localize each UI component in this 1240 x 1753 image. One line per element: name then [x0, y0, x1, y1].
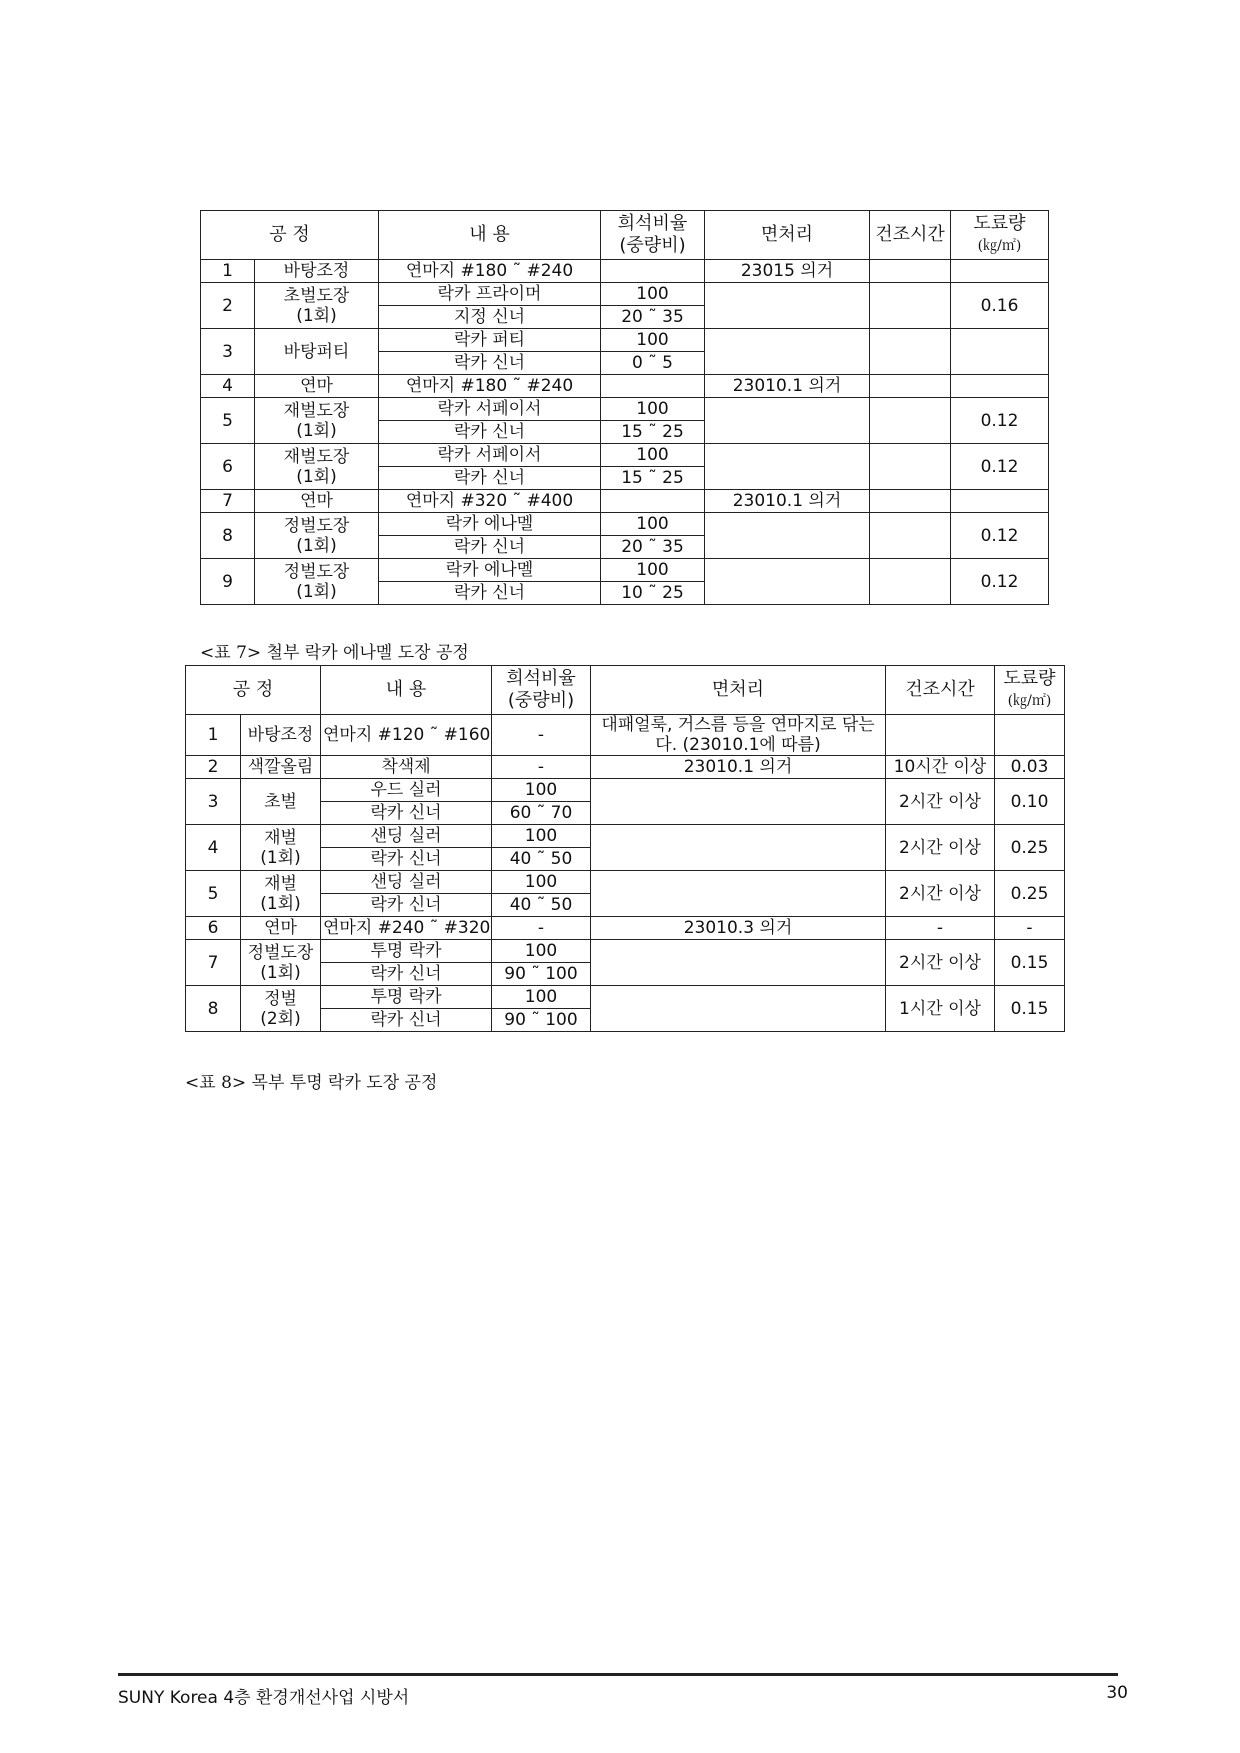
row-drying [870, 283, 951, 329]
row-process-line: 연마 [300, 491, 333, 511]
table-row [186, 825, 1065, 848]
row-number: 1 [201, 260, 255, 283]
row-content: 착색제 [321, 756, 492, 779]
row-process [241, 779, 321, 825]
row-content: 지정 신너 [379, 306, 601, 329]
row-ratio: 100 [492, 940, 591, 963]
row-process-line: (1회) [296, 305, 337, 326]
row-content: 투명 락카 [321, 986, 492, 1009]
header-content: 내 용 [379, 211, 601, 260]
row-content: 락카 신너 [379, 536, 601, 559]
row-drying [886, 715, 995, 756]
header-dilution-line: (중량비) [507, 690, 575, 711]
table-row [186, 715, 1065, 756]
row-surface: 대패얼룩, 거스름 등을 연마지로 닦는다. (23010.1에 따름) [591, 715, 886, 756]
row-process-line: 정벌도장 [283, 561, 350, 582]
header-amount-unit: (㎏/㎡) [1007, 693, 1052, 709]
header-dilution-line: 희석비율 [506, 668, 576, 689]
row-surface: 23010.3 의거 [591, 917, 886, 940]
row-ratio: 100 [492, 871, 591, 894]
row-surface [705, 283, 870, 329]
header-process: 공 정 [201, 211, 379, 260]
row-process [255, 559, 379, 605]
header-dilution [492, 666, 591, 715]
row-amount [995, 715, 1065, 756]
row-ratio: 100 [601, 444, 705, 467]
table-row [201, 260, 1049, 283]
header-amount [995, 666, 1065, 715]
row-ratio: - [492, 917, 591, 940]
table-row [201, 398, 1049, 421]
header-amount [951, 211, 1049, 260]
row-process-line: 바탕조정 [247, 725, 314, 745]
table-7-caption: <표 7> 철부 락카 에나멜 도장 공정 [200, 643, 469, 663]
row-process [241, 825, 321, 871]
table-row [186, 871, 1065, 894]
row-content: 락카 신너 [321, 848, 492, 871]
table-row [186, 986, 1065, 1009]
row-drying [870, 444, 951, 490]
row-content: 우드 실러 [321, 779, 492, 802]
row-ratio: 20 ˜ 35 [601, 306, 705, 329]
row-process [241, 917, 321, 940]
row-amount: - [995, 917, 1065, 940]
row-ratio: 100 [601, 283, 705, 306]
row-content: 락카 신너 [379, 421, 601, 444]
row-process-line: (1회) [296, 420, 337, 441]
row-content: 락카 신너 [321, 1009, 492, 1032]
row-drying [870, 490, 951, 513]
table-row [186, 917, 1065, 940]
row-process [241, 715, 321, 756]
row-process-line: (1회) [260, 893, 301, 914]
row-process [255, 398, 379, 444]
row-surface: 23010.1 의거 [591, 756, 886, 779]
row-surface [705, 559, 870, 605]
row-surface [591, 940, 886, 986]
row-surface [591, 825, 886, 871]
row-content: 락카 신너 [379, 582, 601, 605]
row-process [255, 283, 379, 329]
row-drying [870, 513, 951, 559]
row-number: 5 [201, 398, 255, 444]
row-surface: 23010.1 의거 [705, 375, 870, 398]
row-amount [951, 329, 1049, 375]
row-number: 6 [201, 444, 255, 490]
row-content: 락카 신너 [321, 894, 492, 917]
row-ratio: 40 ˜ 50 [492, 894, 591, 917]
row-process-line: (1회) [260, 847, 301, 868]
row-content: 락카 서페이서 [379, 444, 601, 467]
row-drying: 2시간 이상 [886, 871, 995, 917]
row-process-line: 정벌 [264, 988, 297, 1009]
row-surface: 23010.1 의거 [705, 490, 870, 513]
row-content: 락카 퍼티 [379, 329, 601, 352]
row-content: 샌딩 실러 [321, 871, 492, 894]
row-ratio: 60 ˜ 70 [492, 802, 591, 825]
header-process: 공 정 [186, 666, 321, 715]
page-number: 30 [1106, 1683, 1128, 1703]
row-number: 7 [186, 940, 241, 986]
row-process-line: 색깔올림 [247, 757, 314, 777]
row-number: 2 [186, 756, 241, 779]
row-amount: 0.12 [951, 559, 1049, 605]
row-amount: 0.15 [995, 986, 1065, 1032]
row-ratio: 100 [601, 398, 705, 421]
row-process [241, 986, 321, 1032]
row-ratio: 15 ˜ 25 [601, 421, 705, 444]
row-drying: 1시간 이상 [886, 986, 995, 1032]
table-8 [185, 665, 1065, 1032]
row-surface [705, 513, 870, 559]
table-row [201, 490, 1049, 513]
row-amount: 0.12 [951, 398, 1049, 444]
row-process [255, 513, 379, 559]
row-number: 3 [201, 329, 255, 375]
row-content: 락카 에나멜 [379, 559, 601, 582]
row-process [241, 940, 321, 986]
row-process [255, 375, 379, 398]
row-ratio: 100 [492, 825, 591, 848]
row-process-line: 연마 [300, 376, 333, 396]
row-content: 락카 에나멜 [379, 513, 601, 536]
row-amount [951, 260, 1049, 283]
row-process-line: 정벌도장 [283, 515, 350, 536]
row-process [255, 329, 379, 375]
header-drying: 건조시간 [870, 211, 951, 260]
table-8-body [186, 666, 1065, 1032]
table-row [201, 444, 1049, 467]
table-7 [200, 210, 1049, 605]
row-drying [870, 260, 951, 283]
table-8-caption: <표 8> 목부 투명 락카 도장 공정 [185, 1073, 438, 1093]
row-ratio: 90 ˜ 100 [492, 963, 591, 986]
row-number: 8 [186, 986, 241, 1032]
row-content: 락카 서페이서 [379, 398, 601, 421]
row-number: 4 [186, 825, 241, 871]
row-process-line: (2회) [260, 1008, 301, 1029]
row-number: 2 [201, 283, 255, 329]
row-number: 1 [186, 715, 241, 756]
row-ratio: 10 ˜ 25 [601, 582, 705, 605]
row-amount: 0.03 [995, 756, 1065, 779]
row-number: 4 [201, 375, 255, 398]
row-ratio: 15 ˜ 25 [601, 467, 705, 490]
row-ratio: 100 [492, 986, 591, 1009]
row-ratio: 20 ˜ 35 [601, 536, 705, 559]
footer-title: SUNY Korea 4층 환경개선사업 시방서 [118, 1688, 410, 1708]
row-ratio [601, 490, 705, 513]
table-row [201, 283, 1049, 306]
row-process-line: (1회) [296, 466, 337, 487]
row-content: 연마지 #320 ˜ #400 [379, 490, 601, 513]
row-surface [705, 329, 870, 375]
row-process-line: 재벌도장 [283, 400, 350, 421]
row-amount: 0.10 [995, 779, 1065, 825]
row-number: 8 [201, 513, 255, 559]
row-process-line: 바탕조정 [283, 261, 350, 281]
table-row [201, 375, 1049, 398]
row-process [241, 871, 321, 917]
row-process-line: (1회) [296, 535, 337, 556]
row-surface: 23015 의거 [705, 260, 870, 283]
row-process-line: (1회) [296, 581, 337, 602]
row-content: 락카 신너 [379, 467, 601, 490]
row-drying [870, 559, 951, 605]
header-dilution [601, 211, 705, 260]
header-row [186, 666, 1065, 715]
row-drying [870, 375, 951, 398]
row-surface [591, 779, 886, 825]
row-process-line: 재벌 [264, 873, 297, 894]
row-amount [951, 375, 1049, 398]
header-amount-unit: (㎏/㎡) [977, 238, 1022, 254]
row-ratio [601, 260, 705, 283]
row-process-line: 연마 [264, 918, 297, 938]
row-number: 7 [201, 490, 255, 513]
row-content: 투명 락카 [321, 940, 492, 963]
row-surface [591, 871, 886, 917]
row-process-line: 초벌 [264, 791, 297, 812]
row-number: 5 [186, 871, 241, 917]
row-process [255, 490, 379, 513]
row-drying [870, 329, 951, 375]
row-process-line: 초벌도장 [283, 285, 350, 306]
header-amount-label: 도료량 [973, 213, 1026, 234]
row-content: 연마지 #120 ˜ #160 [321, 715, 492, 756]
row-ratio: - [492, 756, 591, 779]
table-row [186, 756, 1065, 779]
row-drying: 2시간 이상 [886, 825, 995, 871]
row-amount: 0.12 [951, 513, 1049, 559]
row-ratio [601, 375, 705, 398]
row-content: 락카 신너 [321, 802, 492, 825]
row-content: 락카 신너 [321, 963, 492, 986]
header-dilution-line: (중량비) [619, 235, 686, 256]
row-ratio: 90 ˜ 100 [492, 1009, 591, 1032]
row-amount [951, 490, 1049, 513]
header-surface: 면처리 [591, 666, 886, 715]
row-process-line: 재벌 [264, 827, 297, 848]
row-content: 연마지 #240 ˜ #320 [321, 917, 492, 940]
footer-rule [118, 1673, 1118, 1676]
row-content: 락카 프라이머 [379, 283, 601, 306]
row-surface [705, 398, 870, 444]
row-number: 6 [186, 917, 241, 940]
row-drying: 10시간 이상 [886, 756, 995, 779]
row-process [255, 260, 379, 283]
row-ratio: 100 [601, 513, 705, 536]
header-dilution-line: 희석비율 [617, 213, 688, 234]
row-process-line: (1회) [260, 962, 301, 983]
row-amount: 0.25 [995, 871, 1065, 917]
table-row [201, 559, 1049, 582]
row-content: 연마지 #180 ˜ #240 [379, 375, 601, 398]
table-row [201, 329, 1049, 352]
row-content: 락카 신너 [379, 352, 601, 375]
header-content: 내 용 [321, 666, 492, 715]
row-surface [705, 444, 870, 490]
row-number: 9 [201, 559, 255, 605]
row-content: 연마지 #180 ˜ #240 [379, 260, 601, 283]
row-content: 샌딩 실러 [321, 825, 492, 848]
row-ratio: 100 [492, 779, 591, 802]
table-row [201, 513, 1049, 536]
table-7-body [201, 211, 1049, 605]
header-row [201, 211, 1049, 260]
row-ratio: 40 ˜ 50 [492, 848, 591, 871]
row-ratio: - [492, 715, 591, 756]
row-amount: 0.15 [995, 940, 1065, 986]
row-drying: 2시간 이상 [886, 940, 995, 986]
row-drying: - [886, 917, 995, 940]
header-drying: 건조시간 [886, 666, 995, 715]
table-row [186, 779, 1065, 802]
row-drying: 2시간 이상 [886, 779, 995, 825]
row-number: 3 [186, 779, 241, 825]
header-surface: 면처리 [705, 211, 870, 260]
row-ratio: 100 [601, 329, 705, 352]
header-amount-label: 도료량 [1003, 668, 1056, 689]
row-ratio: 0 ˜ 5 [601, 352, 705, 375]
row-process [241, 756, 321, 779]
row-amount: 0.16 [951, 283, 1049, 329]
table-row [186, 940, 1065, 963]
row-ratio: 100 [601, 559, 705, 582]
row-process [255, 444, 379, 490]
row-process-line: 재벌도장 [283, 446, 350, 467]
row-process-line: 정벌도장 [247, 942, 314, 963]
row-process-line: 바탕퍼티 [283, 341, 350, 362]
row-surface [591, 986, 886, 1032]
row-amount: 0.25 [995, 825, 1065, 871]
row-drying [870, 398, 951, 444]
row-amount: 0.12 [951, 444, 1049, 490]
